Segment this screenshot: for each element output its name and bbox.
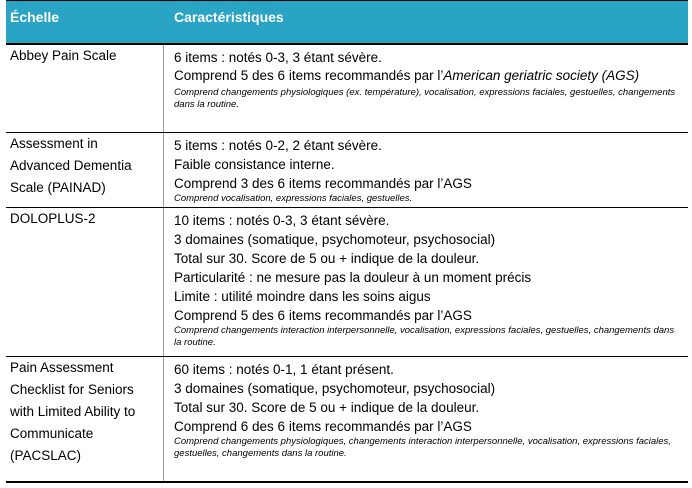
- table-row: [6, 208, 688, 356]
- characteristic-line: Faible consistance interne.: [174, 157, 335, 172]
- characteristic-line: Total sur 30. Score de 5 ou + indique de la douleur.: [174, 251, 480, 266]
- characteristics-cell: [174, 136, 682, 205]
- scale-name: Abbey Pain Scale: [10, 48, 117, 63]
- table-header: [6, 1, 688, 43]
- scale-name: Assessment in Advanced Dementia Scale (PAINAD): [10, 136, 132, 195]
- characteristic-line: 3 domaines (somatique, psychomoteur, psychosocial): [174, 232, 496, 247]
- table-row: [6, 133, 688, 207]
- characteristics-cell: [174, 211, 682, 349]
- characteristics-cell: [174, 360, 682, 460]
- ags-source-text: American geriatric society (AGS): [443, 68, 640, 83]
- characteristic-line: Particularité : ne mesure pas la douleur à un moment précis: [174, 270, 532, 285]
- scale-name: DOLOPLUS-2: [10, 211, 96, 226]
- characteristic-note: Comprend vocalisation, expressions faciales, gestuelles.: [174, 193, 413, 204]
- table-row: [6, 357, 688, 481]
- characteristic-line: 6 items : notés 0-3, 3 étant sévère.: [174, 50, 382, 65]
- characteristic-line: 5 items : notés 0-2, 2 étant sévère.: [174, 138, 382, 153]
- characteristic-line: Limite : utilité moindre dans les soins aigus: [174, 289, 431, 304]
- characteristic-line: Comprend 5 des 6 items recommandés par l’AGS: [174, 308, 472, 323]
- characteristic-line: Comprend 6 des 6 items recommandés par l’AGS: [174, 419, 472, 434]
- header-echelle: Échelle: [10, 9, 60, 25]
- characteristic-line: 10 items : notés 0-3, 3 étant sévère.: [174, 213, 390, 228]
- table-row: [6, 45, 688, 132]
- characteristic-line: [174, 67, 682, 84]
- characteristic-note: Comprend changements physiologiques, changements interaction interpersonnelle, vocalisation, expressions faciales, gestuelles, changements dans la routine.: [174, 436, 671, 459]
- table-bottom-rule: [6, 481, 688, 483]
- scale-name: Pain Assessment Checklist for Seniors with Limited Ability to Communicate (PACSLAC): [10, 360, 136, 463]
- characteristics-cell: [174, 48, 682, 111]
- characteristic-note: Comprend changements interaction interpersonnelle, vocalisation, expressions faciales, gestuelles, changements dans la routine.: [174, 325, 675, 348]
- header-caracteristiques: Caractéristiques: [174, 9, 284, 25]
- characteristic-note: Comprend changements physiologiques (ex. température), vocalisation, expressions faciales, gestuelles, changements dans la routine.: [174, 87, 676, 110]
- recommendation-text: Comprend 5 des 6 items recommandés par l’: [174, 68, 444, 83]
- characteristic-line: 3 domaines (somatique, psychomoteur, psychosocial): [174, 381, 496, 396]
- characteristic-line: 60 items : notés 0-1, 1 étant présent.: [174, 362, 394, 377]
- characteristic-line: Comprend 3 des 6 items recommandés par l’AGS: [174, 176, 472, 191]
- characteristic-line: Total sur 30. Score de 5 ou + indique de la douleur.: [174, 400, 480, 415]
